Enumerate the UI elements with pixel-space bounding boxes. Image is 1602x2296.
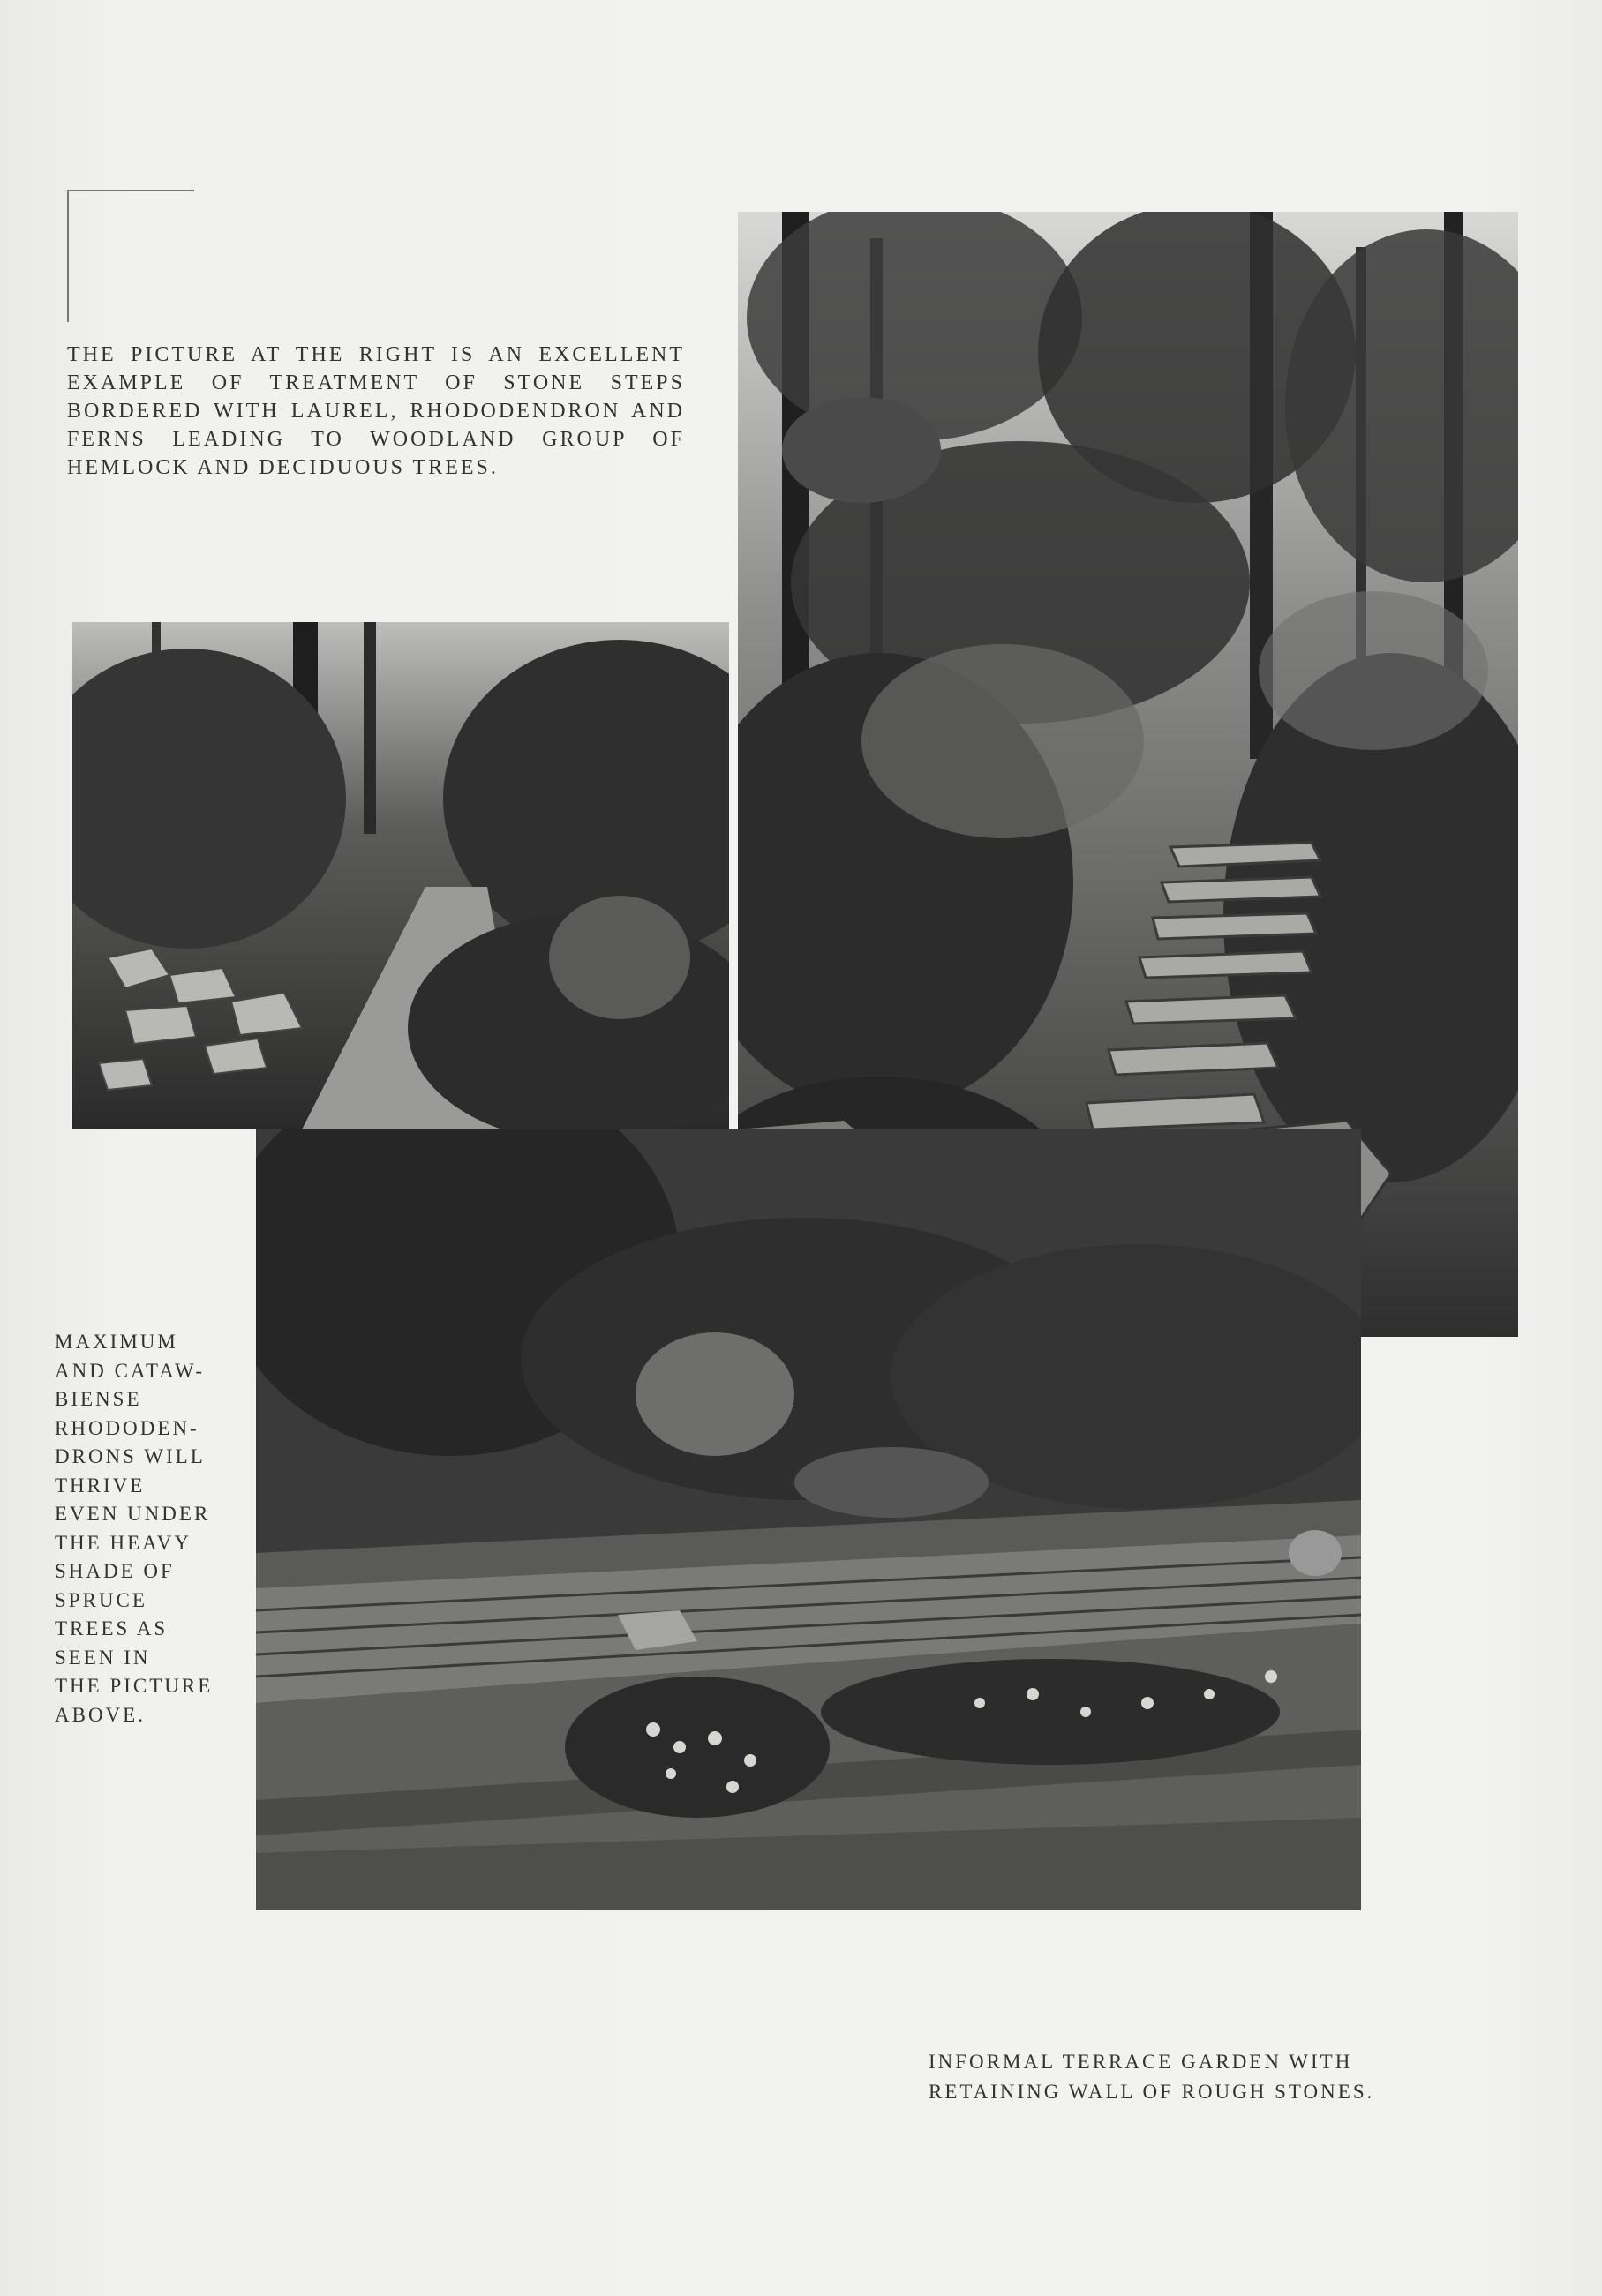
caption-line: RETAINING WALL OF ROUGH STONES.: [929, 2081, 1375, 2103]
caption-line: SEEN IN: [55, 1646, 151, 1669]
caption-line: THE PICTURE: [55, 1675, 214, 1697]
caption-line: BIENSE: [55, 1388, 142, 1410]
caption-line: EVEN UNDER: [55, 1503, 211, 1525]
caption-line: SPRUCE: [55, 1588, 147, 1611]
caption-line: AND CATAW-: [55, 1359, 206, 1382]
caption-line: RHODODEN-: [55, 1416, 199, 1439]
photo-woodland-path: [72, 622, 729, 1129]
caption-line: DRONS WILL: [55, 1445, 206, 1467]
caption-line: THE HEAVY: [55, 1531, 192, 1554]
caption-stone-steps: THE PICTURE AT THE RIGHT IS AN EXCELLENT EXAMPLE OF TREATMENT OF STONE STEPS BORDERED WITH LAUREL, RHODODENDRON AND FERNS LEADING TO WOODLAND GROUP OF HEMLOCK AND DECIDUOUS TREES.: [67, 343, 685, 479]
caption-line: THRIVE: [55, 1474, 146, 1497]
corner-rule-horizontal: [67, 190, 194, 191]
caption-rhododendrons: [55, 1328, 240, 1730]
caption-line: SHADE OF: [55, 1560, 175, 1582]
caption-line: TREES AS: [55, 1617, 169, 1639]
caption-terrace-garden: [929, 2047, 1440, 2107]
photo-terrace-garden: [256, 1129, 1361, 1910]
caption-line: INFORMAL TERRACE GARDEN WITH: [929, 2051, 1353, 2073]
corner-rule-vertical: [67, 190, 69, 322]
caption-line: ABOVE.: [55, 1703, 146, 1726]
caption-line: MAXIMUM: [55, 1331, 178, 1353]
